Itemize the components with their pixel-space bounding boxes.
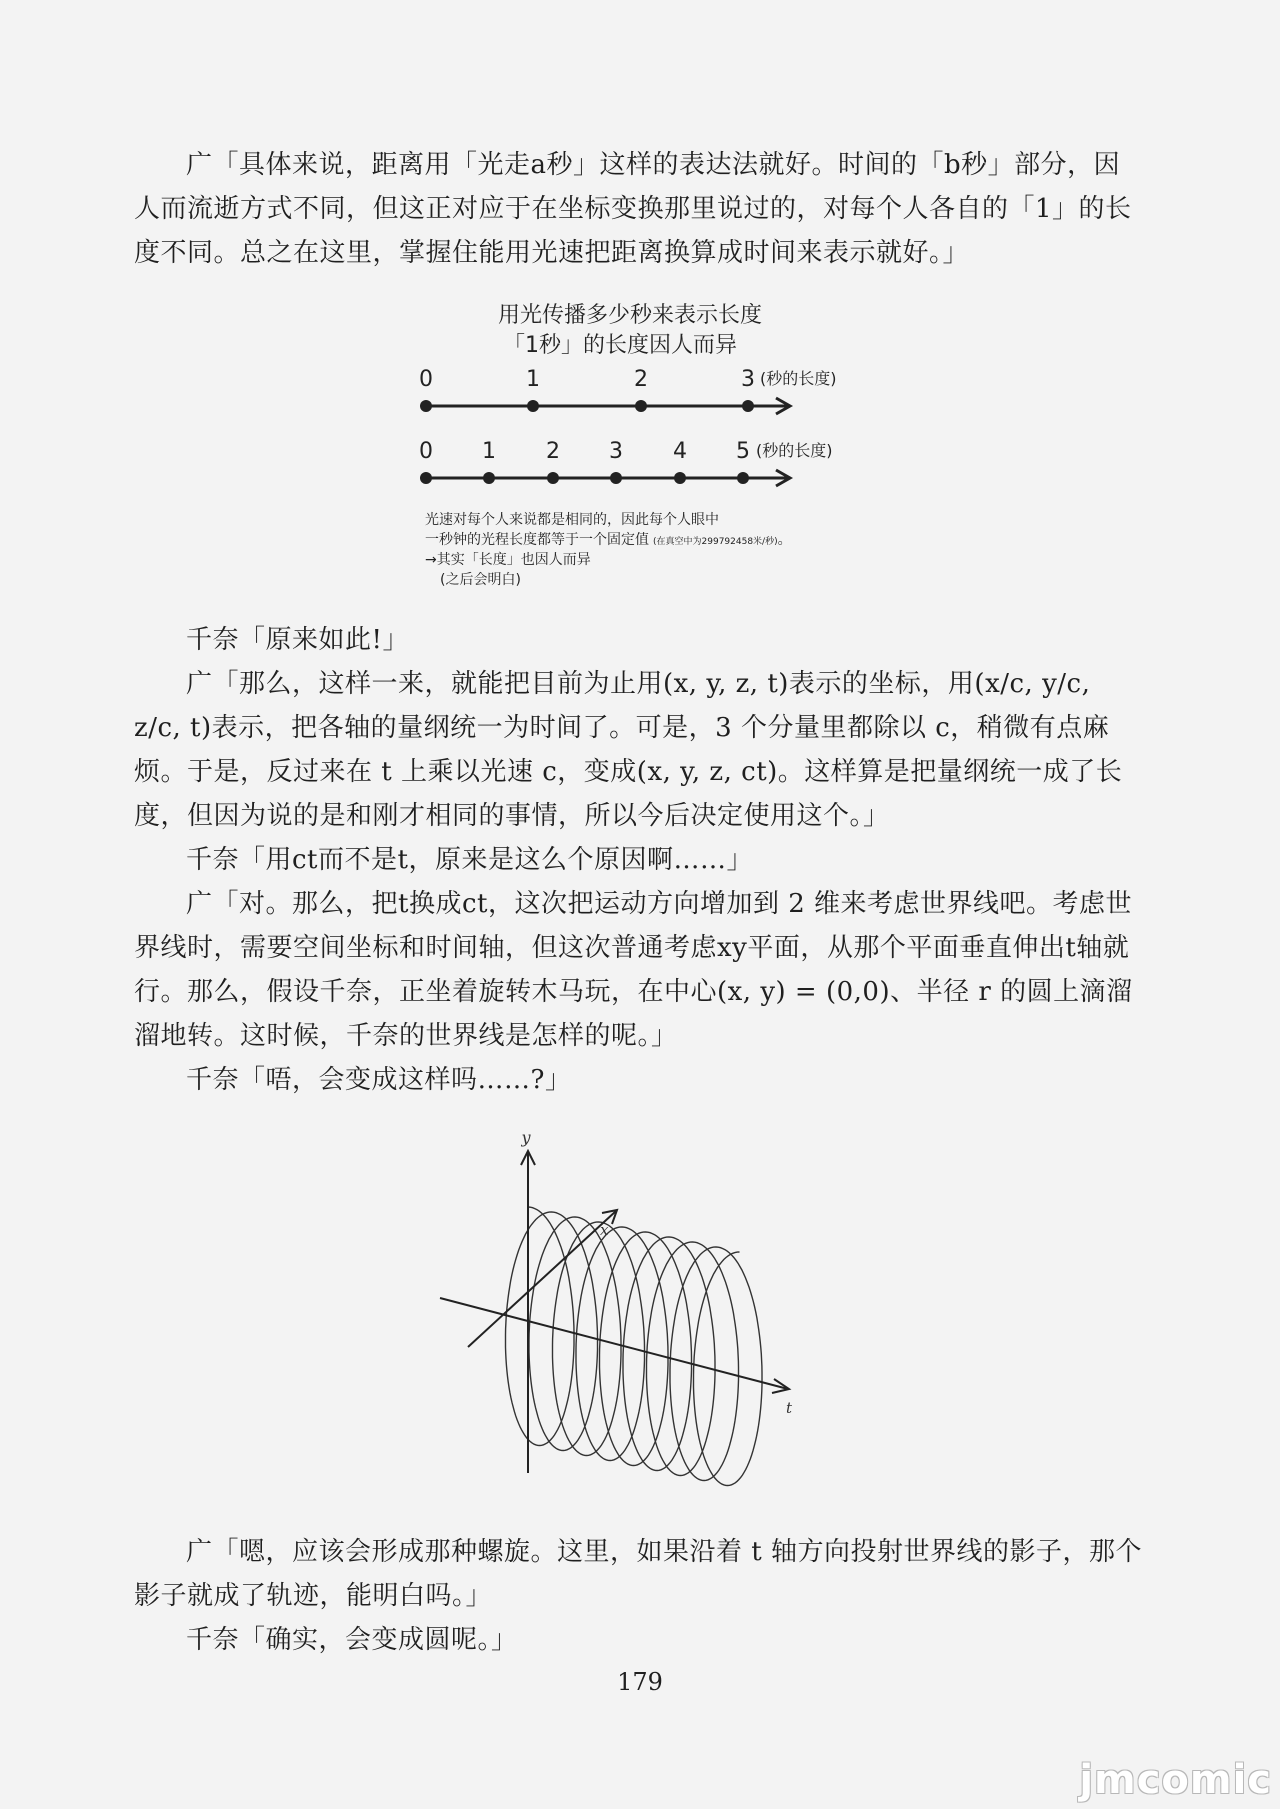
paragraph: 千奈「用ct而不是t，原来是这么个原因啊……」 [186, 845, 753, 875]
ruler-2-tick-2 [547, 472, 559, 484]
y-axis [520, 1128, 535, 1473]
ruler-2 [419, 439, 833, 486]
x-axis-label: x [600, 1221, 609, 1239]
ruler-1-label-3: 3 [741, 367, 755, 392]
ruler-2-label-4: 4 [673, 439, 687, 464]
page-number: 179 [617, 1668, 663, 1696]
paragraph: 广「嗯，应该会形成那种螺旋。这里，如果沿着 t 轴方向投射世界线的影子，那个影子就成了轨迹，能明白吗。」 [134, 1537, 1142, 1611]
ruler-2-tick-4 [674, 472, 686, 484]
ruler-1-tick-1 [527, 400, 539, 412]
ruler-2-tick-5 [737, 472, 749, 484]
ruler-1 [419, 367, 837, 414]
note-line-4: (之后会明白) [440, 572, 521, 588]
note-line-3: →其实「长度」也因人而异 [425, 552, 591, 568]
paragraph: 广「对。那么，把t换成ct，这次把运动方向增加到 2 维来考虑世界线吧。考虑世界线时，需要空间坐标和时间轴，但这次普通考虑xy平面，从那个平面垂直伸出t轴就行。那么，假设千奈，正坐着旋转木马玩，在中心(x, y) = (0,0)、半径 r 的圆上滴溜溜地转。这时候，千奈的世界线是怎样的呢。」 [134, 889, 1133, 1051]
paragraph: 广「具体来说，距离用「光走a秒」这样的表达法就好。时间的「b秒」部分，因人而流逝方式不同，但这正对应于在坐标变换那里说过的，对每个人各自的「1」的长度不同。总之在这里，掌握住能用光速把距离换算成时间来表示就好。」 [134, 150, 1132, 268]
ruler-1-label-2: 2 [634, 367, 648, 392]
paragraph: 广「那么，这样一来，就能把目前为止用(x, y, z, t)表示的坐标，用(x/c, y/c, z/c, t)表示，把各轴的量纲统一为时间了。可是，3 个分量里都除以 c，稍微有点麻烦。于是，反过来在 t 上乘以光速 c，变成(x, y, z, ct)。这样算是把量纲统一成了长度，但因为说的是和刚才相同的事情，所以今后决定使用这个。」 [134, 669, 1123, 831]
note-line-2: 一秒钟的光程长度都等于一个固定值 (在真空中为299792458米/秒)。 [425, 532, 792, 548]
paragraph: 千奈「原来如此!」 [186, 625, 409, 655]
paragraph: 千奈「唔，会变成这样吗……?」 [186, 1065, 572, 1095]
note-line-1: 光速对每个人来说都是相同的，因此每个人眼中 [425, 512, 719, 528]
ruler-1-label-1: 1 [526, 367, 540, 392]
x-axis [468, 1210, 617, 1347]
t-axis-label: t [786, 1399, 793, 1417]
ruler-2-tick-1 [483, 472, 495, 484]
ruler-1-tick-3 [742, 400, 754, 412]
figure-note [425, 511, 792, 588]
paragraph: 千奈「确实，会变成圆呢。」 [186, 1625, 518, 1655]
ruler-2-tick-3 [610, 472, 622, 484]
helix-worldline-figure [430, 1125, 810, 1515]
ruler-2-tick-0 [420, 472, 432, 484]
ruler-1-tick-0 [420, 400, 432, 412]
helix-curve [506, 1207, 763, 1486]
watermark-logo: jmcomic [1079, 1757, 1272, 1803]
ruler-2-label-3: 3 [609, 439, 623, 464]
ruler-1-tick-2 [635, 400, 647, 412]
ruler-2-label-0: 0 [419, 439, 433, 464]
ruler-2-label-5: 5 [736, 439, 750, 464]
number-line-figure [410, 292, 880, 592]
ruler-2-label-2: 2 [546, 439, 560, 464]
figure-title-line1: 用光传播多少秒来表示长度 [497, 303, 763, 328]
ruler-2-label-1: 1 [482, 439, 496, 464]
figure-title-line2: 「1秒」的长度因人而异 [503, 333, 737, 358]
ruler-1-label-0: 0 [419, 367, 433, 392]
ruler-1-unit-label: (秒的长度) [760, 369, 837, 388]
ruler-2-unit-label: (秒的长度) [756, 441, 833, 460]
y-axis-label: y [521, 1128, 531, 1147]
helix-path [506, 1207, 763, 1486]
